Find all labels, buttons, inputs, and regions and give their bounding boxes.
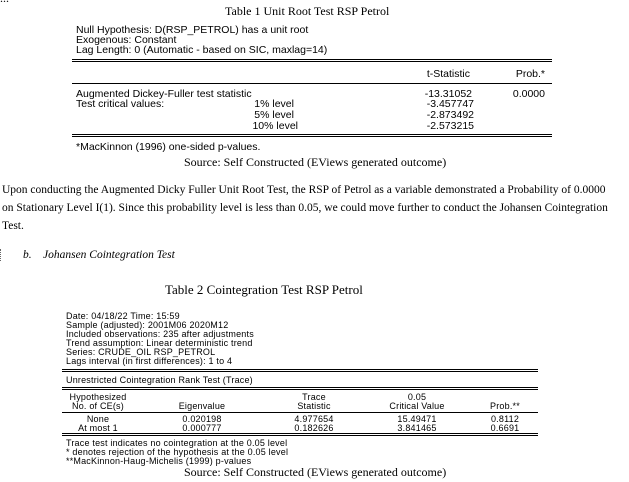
table2-lags: Lags interval (in first differences): 1 to 4	[66, 356, 233, 366]
table1-adf-prob: 0.0000	[512, 88, 545, 100]
cut-off-text	[0, 0, 9, 6]
table1-source: Source: Self Constructed (EViews generated outcome)	[184, 155, 447, 169]
table1-crit-level: 1% level	[254, 98, 294, 110]
table2-cell-hyp: At most 1	[78, 423, 118, 433]
table1-rule-header	[72, 83, 552, 84]
table2-cell-crit: 3.841465	[397, 423, 437, 433]
table2-rule-section-2	[62, 389, 538, 390]
table2-rule-header	[62, 412, 538, 413]
table1-lag-length: Lag Length: 0 (Automatic - based on SIC, maxlag=14)	[76, 44, 328, 56]
table2-rule-top-2	[62, 371, 538, 372]
table1-crit-value: -3.457747	[426, 98, 474, 110]
margin-marker	[0, 249, 4, 261]
table1-crit-value: -2.873492	[426, 109, 474, 121]
table2-cell-prob: 0.8112	[490, 414, 520, 424]
table2-header-eigen: Eigenvalue	[178, 401, 226, 411]
section-number: b.	[23, 249, 32, 261]
table2-rule-bottom-2	[62, 435, 538, 436]
table1-rule-top-2	[72, 61, 552, 62]
table2-date: Date: 04/18/22 Time: 15:59	[66, 311, 180, 321]
table2-cell-hyp: None	[86, 414, 110, 424]
table2-cell-eigen: 0.020198	[182, 414, 222, 424]
table1-caption: Table 1 Unit Root Test RSP Petrol	[225, 4, 390, 18]
table2-trend: Trend assumption: Linear deterministic trend	[66, 338, 253, 348]
table2-cell-trace: 0.182626	[294, 423, 334, 433]
table1-crit-label: Test critical values:	[76, 98, 165, 110]
table2-rule-top	[62, 369, 538, 370]
table2-header-hyp: Hypothesized	[69, 392, 127, 402]
table2-header-crit: Critical Value	[389, 401, 445, 411]
table1-crit-level: 5% level	[254, 109, 294, 121]
table1-crit-level: 10% level	[252, 120, 298, 132]
table1-rule-bottom-2	[72, 136, 552, 137]
table2-series: Series: CRUDE_OIL RSP_PETROL	[66, 347, 216, 357]
table2-source: Source: Self Constructed (EViews generated outcome)	[184, 465, 447, 479]
table2-header-trace: Trace	[302, 392, 326, 402]
table2-note: * denotes rejection of the hypothesis at the 0.05 level	[66, 447, 289, 457]
table1-null-hypothesis: Null Hypothesis: D(RSP_PETROL) has a unit root	[76, 24, 309, 36]
table2-header-prob: Prob.**	[490, 401, 520, 411]
table1-rule-top	[72, 59, 552, 60]
table2-note: **MacKinnon-Haug-Michelis (1999) p-values	[66, 456, 252, 466]
table2-rule-section	[62, 387, 538, 388]
table1-footnote: *MacKinnon (1996) one-sided p-values.	[76, 141, 261, 153]
table2-rule-bottom	[62, 433, 538, 434]
table2-header-crit: 0.05	[407, 392, 427, 402]
table1-col-prob: Prob.*	[515, 68, 545, 80]
table1-adf-label: Augmented Dickey-Fuller test statistic	[76, 88, 252, 100]
table1-col-tstat: t-Statistic	[426, 68, 470, 80]
table1-rule-bottom	[72, 134, 552, 135]
table2-note: Trace test indicates no cointegration at the 0.05 level	[66, 438, 288, 448]
table2-cell-eigen: 0.000777	[182, 423, 222, 433]
body-paragraph-line: on Stationary Level I(1). Since this probability level is less than 0.05, we could move further to conduct the Johansen Cointegration	[2, 202, 608, 214]
table2-cell-crit: 15.49471	[397, 414, 437, 424]
table2-sample: Sample (adjusted): 2001M06 2020M12	[66, 320, 229, 330]
table2-section-title: Unrestricted Cointegration Rank Test (Trace)	[66, 375, 253, 385]
body-paragraph-line: Test.	[2, 220, 24, 232]
body-paragraph-line: Upon conducting the Augmented Dicky Fuller Unit Root Test, the RSP of Petrol as a variable demonstrated a Probability of 0.0000	[2, 184, 606, 196]
table2-header-hyp: No. of CE(s)	[72, 401, 124, 411]
table2-included: Included observations: 235 after adjustments	[66, 329, 254, 339]
table2-caption: Table 2 Cointegration Test RSP Petrol	[165, 282, 363, 297]
section-title: Johansen Cointegration Test	[43, 249, 175, 261]
table1-exogenous: Exogenous: Constant	[76, 34, 177, 46]
table2-cell-prob: 0.6691	[490, 423, 520, 433]
table2-header-trace: Statistic	[297, 401, 331, 411]
table1-crit-value: -2.573215	[426, 120, 474, 132]
table1-adf-tstat: -13.31052	[424, 88, 472, 100]
table2-cell-trace: 4.977654	[294, 414, 334, 424]
